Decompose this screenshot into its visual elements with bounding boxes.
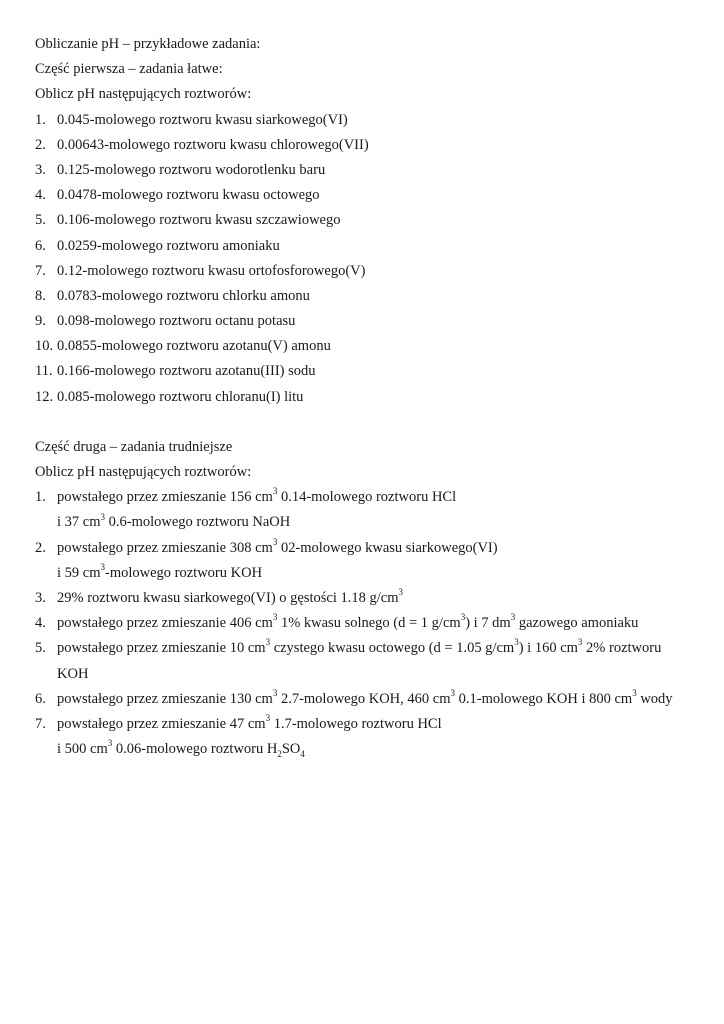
item-continuation: i 59 $cm^3$-molowego roztworu KOH: [57, 561, 263, 581]
item-text: 0.0478-molowego roztworu kwasu octowego: [57, 187, 320, 204]
list-item: [35, 284, 705, 309]
item-number: 3.: [35, 161, 46, 178]
item-number: 8.: [35, 287, 46, 304]
document-page: [35, 32, 705, 762]
part1-heading: Część pierwsza – zadania łatwe:: [35, 61, 223, 78]
list-item: [35, 259, 705, 284]
list-item: [35, 687, 705, 712]
list-item: [35, 485, 705, 510]
list-item: [35, 183, 705, 208]
part2-intro: Oblicz pH następujących roztworów:: [35, 464, 252, 480]
item-number: 5.: [35, 212, 46, 229]
item-number: 9.: [35, 313, 46, 330]
item-number: 6.: [35, 237, 46, 254]
item-text: powstałego przez zmieszanie 156 $cm^3$ 0.14-molowego roztworu HCl: [57, 486, 457, 506]
list-item: [35, 108, 705, 133]
item-number: 3.: [35, 589, 46, 606]
item-text: powstałego przez zmieszanie 308 $cm^3$ 02-molowego kwasu siarkowego(VI): [57, 536, 498, 556]
item-number: 2.: [35, 539, 46, 556]
item-continuation: KOH: [57, 665, 89, 682]
item-text: 0.0259-molowego roztworu amoniaku: [57, 237, 280, 254]
list-item: [35, 536, 705, 561]
item-text: 0.125-molowego roztworu wodorotlenku baru: [57, 161, 326, 178]
item-number: 11.: [35, 363, 53, 380]
list-item: [35, 234, 705, 259]
list-item: [35, 133, 705, 158]
list-item: [35, 158, 705, 183]
item-number: 4.: [35, 187, 46, 204]
item-text: powstałego przez zmieszanie 47 $cm^3$ 1.7-molowego roztworu HCl: [57, 713, 442, 732]
list-item: [35, 712, 705, 737]
item-number: 2.: [35, 136, 46, 153]
item-text: 0.106-molowego roztworu kwasu szczawiowego: [57, 212, 341, 229]
item-text: 0.12-molowego roztworu kwasu ortofosforowego(V): [57, 262, 366, 279]
item-number: 1.: [35, 111, 46, 128]
list-item: [35, 611, 705, 636]
list-item: [35, 359, 705, 384]
item-number: 12.: [35, 388, 54, 405]
item-text: 0.0855-molowego roztworu azotanu(V) amonu: [57, 338, 331, 355]
item-number: 7.: [35, 715, 46, 732]
part1-intro: Oblicz pH następujących roztworów:: [35, 86, 252, 103]
part1-list: [35, 108, 705, 410]
item-text: 0.166-molowego roztworu azotanu(III) sodu: [57, 363, 316, 380]
item-text: 29% roztworu kwasu siarkowego(VI) o gęstości 1.18 $g/cm^3$: [57, 587, 403, 606]
item-continuation: i 500 $cm^3$ 0.06-molowego roztworu $H_2SO_4$: [57, 738, 305, 759]
list-item: [35, 636, 705, 661]
list-item: [35, 208, 705, 233]
item-continuation: i 37 $cm^3$ 0.6-molowego roztworu NaOH: [57, 511, 291, 531]
item-number: 7.: [35, 262, 46, 279]
item-text: 0.045-molowego roztworu kwasu siarkowego(VI): [57, 111, 348, 128]
document-title: Obliczanie pH – przykładowe zadania:: [35, 36, 261, 52]
item-text: powstałego przez zmieszanie 406 $cm^3$ 1% kwasu solnego (d = 1 $g/cm^3$) i 7 $dm^3$ gazowego amoniaku: [57, 612, 639, 632]
item-text: powstałego przez zmieszanie 130 $cm^3$ 2.7-molowego KOH, 460 $cm^3$ 0.1-molowego KOH i 800 $cm^3$ wody: [57, 687, 673, 707]
item-number: 10.: [35, 338, 54, 355]
list-item: [35, 586, 705, 611]
item-text: powstałego przez zmieszanie 10 $cm^3$ czystego kwasu octowego (d = 1.05 $g/cm^3$) i 160 $cm^3$ 2% roztworu: [57, 637, 662, 657]
section-spacer: [35, 410, 705, 435]
item-number: 1.: [35, 489, 46, 506]
item-text: 0.0783-molowego roztworu chlorku amonu: [57, 287, 310, 304]
part2-list: [35, 485, 705, 762]
item-number: 4.: [35, 615, 46, 632]
item-text: 0.085-molowego roztworu chloranu(I) litu: [57, 388, 304, 405]
part2-heading: Część druga – zadania trudniejsze: [35, 438, 233, 455]
item-number: 6.: [35, 690, 46, 707]
list-item: [35, 309, 705, 334]
item-number: 5.: [35, 640, 46, 657]
item-text: 0.00643-molowego roztworu kwasu chlorowego(VII): [57, 136, 369, 153]
list-item: [35, 334, 705, 359]
item-text: 0.098-molowego roztworu octanu potasu: [57, 313, 296, 330]
list-item: [35, 385, 705, 410]
